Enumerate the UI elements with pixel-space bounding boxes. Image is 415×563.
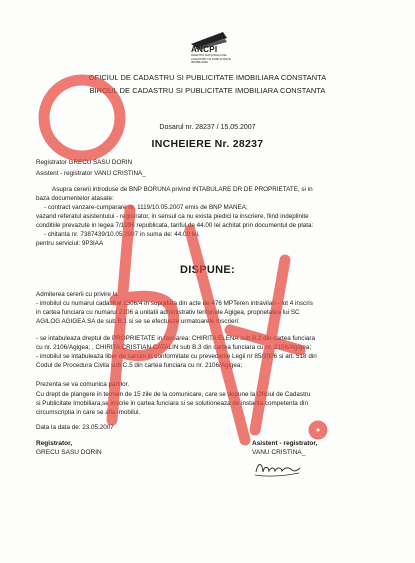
registrar-line: Registrator GRECU SASU DORIN <box>36 159 133 166</box>
decision-line: - se intabuleaza dreptul de PROPRIETATE in favoarea: CHIRITA ELENA sub B.2 din cartea funciara <box>36 335 315 342</box>
body-line: vazand referatul asistentului - registrator, in sensul ca nu exista piedici la inscriere, fiind indeplinite <box>36 213 309 220</box>
body-line: - contract vanzare-cumparare nr. 1119/10.05.2007 emis de BNP MANEA; <box>44 204 248 211</box>
assistant-signature-name: VANU CRISTINA_ <box>252 449 306 456</box>
dispune-heading: DISPUNE: <box>180 264 235 276</box>
bureau-header: BIROUL DE CADASTRU SI PUBLICITATE IMOBILIARA CONSTANTA <box>89 86 326 95</box>
assistant-line: Asistent - registrator VANU CRISTINA_ <box>36 170 146 177</box>
decision-line: Prezenta se va comunica partilor. <box>36 381 130 388</box>
handwritten-signature-icon <box>252 458 302 480</box>
decision-line: si Publicitate Imobiliara,se inscrie in cartea funciara si se solutioneaza de instanta competenta din <box>36 400 308 407</box>
page-title: INCHEIERE Nr. 28237 <box>151 138 264 150</box>
body-line: pentru serviciul: 9P3IAA <box>36 240 104 247</box>
decision-line: Codul de Procedura Civila sub C.5 din cartea funciara cu nr. 2106/Agigea; <box>36 362 243 369</box>
decision-line: circumscriptia in care se afla imobilul. <box>36 409 141 416</box>
logo-name: ANCPI <box>191 45 218 54</box>
dosar-number: Dosarul nr. 28237 / 15.05.2007 <box>159 124 256 131</box>
registrar-signature-name: GRECU SASU DORIN <box>36 449 102 456</box>
decision-line: AGILOG AGIGEA SA de sub B.1 si se se efectueze urmatoarele inscrieri: <box>36 318 240 325</box>
decision-line: cu nr. 2106/Agigea; , CHIRITA CRISTIAN CATALIN sub B.3 din cartea funciara cu nr. 2106/Agigea; <box>36 344 312 351</box>
decision-line: - imobilul cu numarul cadastral 1306/4 in suprafata din acte de 476 MPTeren intravilan - lot 4 inscris <box>36 300 313 307</box>
decision-line: - imobilul se intabuleaza liber de sarcini in conformitate cu prevederile Legii nr 85/2006 si art. 518 din <box>36 353 317 360</box>
body-line: conditiile prevazute in legea 7/1996 republicata, tariful de 44.00 lei achitat prin documentul de plata: <box>36 222 314 229</box>
decision-line: Admiterea cererii cu privire la: <box>36 291 120 298</box>
decision-line: in cartea funciara cu numarul 2106 a unitatii administrativ teritoriale Agigea, proprietatea lui SC <box>36 309 300 316</box>
decision-line: Cu drept de plangere in termen de 15 zile de la comunicare, care se depune la Oficiul de Cadastru <box>36 391 311 398</box>
logo-subtitle: AGENTIA NATIONALA DE CADASTRU SI PUBLICITATE IMOBILIARA <box>191 53 231 64</box>
body-line: Asupra cererii introduse de BNP BORUNA privind INTABULARE DR DE PROPRIETATE, si in <box>52 186 313 193</box>
body-line: baza documentelor atasate: <box>36 195 114 202</box>
assistant-signature-label: Asistent - registrator, <box>252 440 318 447</box>
issue-date: Data la data de: 23.05.2007 <box>36 424 114 431</box>
office-header: OFICIUL DE CADASTRU SI PUBLICITATE IMOBILIARA CONSTANTA <box>88 73 327 82</box>
registrar-signature-label: Registrator, <box>36 440 73 447</box>
body-line: - chitanta nr. 7387439/10.05.2007 in suma de: 44.00 lei, <box>44 231 200 238</box>
